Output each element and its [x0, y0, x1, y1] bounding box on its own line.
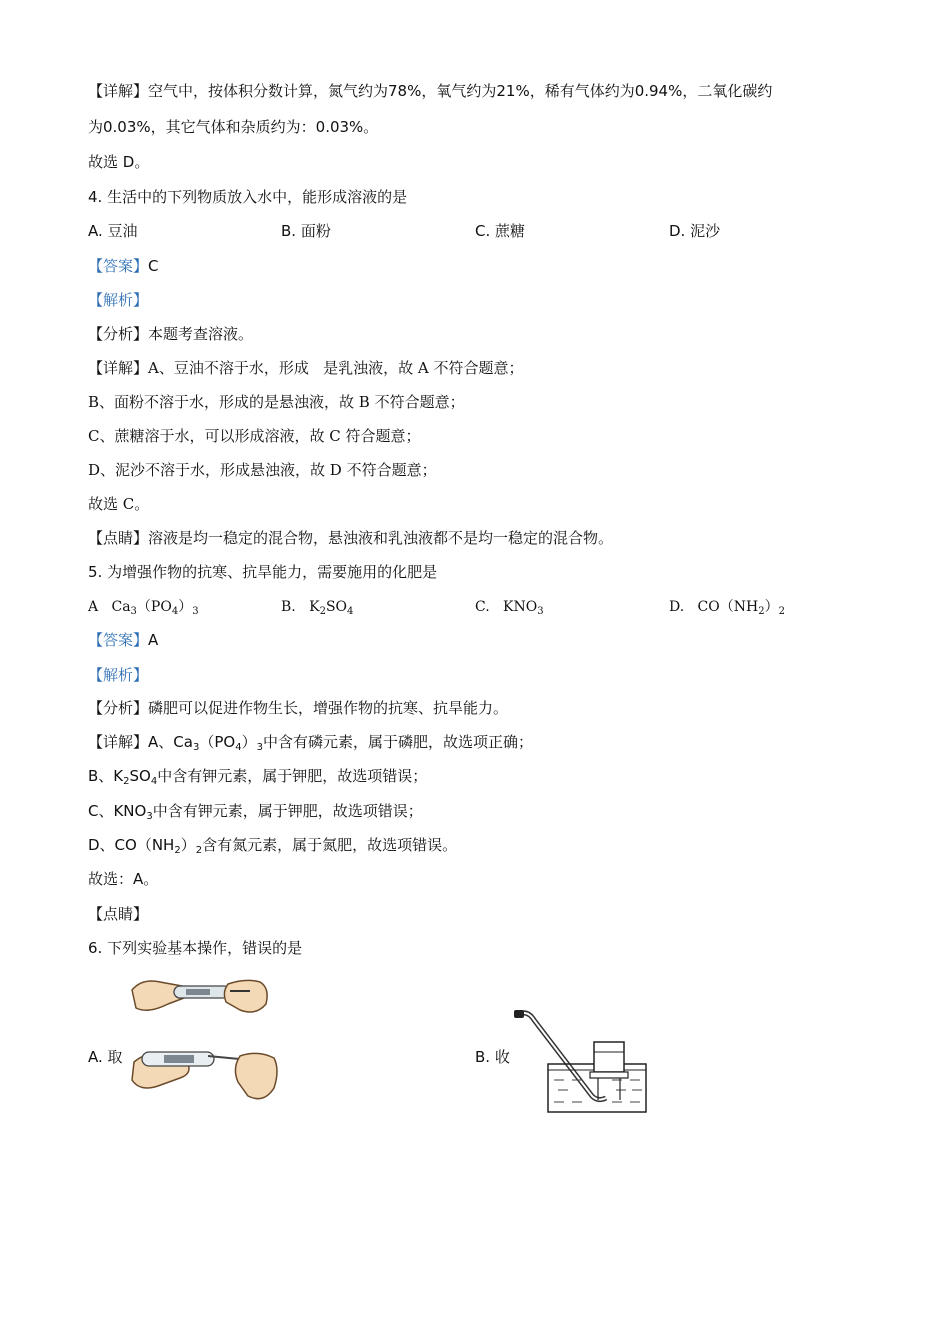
q4-option-b: B. 面粉 — [281, 222, 331, 240]
answer-label: 【答案】 — [88, 257, 149, 275]
q3-detail-line1: 【详解】空气中，按体积分数计算，氮气约为78%，氧气约为21%，稀有气体约为0.94%，二氧化碳约 — [88, 82, 773, 100]
test-tube-operation-figure — [128, 970, 280, 1110]
q4-analysis-label: 【解析】 — [88, 291, 149, 309]
q5-fenxi: 【分析】磷肥可以促进作物生长，增强作物的抗寒、抗旱能力。 — [88, 699, 509, 717]
q5-detail-b: B、$K_2SO_4$中含有钾元素，属于钾肥，故选项错误； — [88, 767, 428, 787]
q5-detail-a: 【详解】A、$Ca_3(PO_4)_3$中含有磷元素，属于磷肥，故选项正确； — [88, 733, 533, 753]
q4-detail-b: B、面粉不溶于水，形成的是悬浊液，故 B 不符合题意； — [88, 393, 465, 411]
q4-detail-a: 【详解】A、豆油不溶于水，形成 是乳浊液，故 A 不符合题意； — [88, 359, 524, 377]
q5-analysis-label: 【解析】 — [88, 666, 149, 684]
detail-label: 【详解】 — [88, 82, 149, 100]
q5-conclusion: 故选：A。 — [88, 870, 159, 888]
q5-answer: 【答案】A — [88, 631, 159, 649]
q4-option-c: C. 蔗糖 — [475, 222, 526, 240]
q4-conclusion: 故选 C。 — [88, 495, 150, 513]
q4-answer: 【答案】C — [88, 257, 159, 275]
q6-question: 6. 下列实验基本操作，错误的是 — [88, 939, 303, 957]
q5-option-c: C. $KNO_3$ — [475, 599, 544, 617]
gas-collection-figure — [512, 1008, 652, 1116]
q3-conclusion: 故选 D。 — [88, 153, 150, 171]
q6-option-b-label: B. 收 — [475, 1048, 510, 1066]
q5-detail-d: D、$CO(NH_2)_2$含有氮元素，属于氮肥，故选项错误。 — [88, 836, 458, 856]
q4-dianjing: 【点睛】溶液是均一稳定的混合物，悬浊液和乳浊液都不是均一稳定的混合物。 — [88, 529, 614, 547]
q6-option-a-label: A. 取 — [88, 1048, 123, 1066]
q5-detail-c: C、$KNO_3$中含有钾元素，属于钾肥，故选项错误； — [88, 802, 423, 822]
q5-option-d: D. $CO(NH_2)_2$ — [669, 599, 785, 617]
q4-fenxi: 【分析】本题考查溶液。 — [88, 325, 254, 343]
q4-option-a: A. 豆油 — [88, 222, 138, 240]
q4-question: 4. 生活中的下列物质放入水中，能形成溶液的是 — [88, 188, 408, 206]
q4-detail-c: C、蔗糖溶于水，可以形成溶液，故 C 符合题意； — [88, 427, 421, 445]
q5-option-a: A $Ca_3(PO_4)_3$ — [88, 599, 199, 617]
q4-option-d: D. 泥沙 — [669, 222, 721, 240]
q5-question: 5. 为增强作物的抗寒、抗旱能力，需要施用的化肥是 — [88, 563, 438, 581]
q5-option-b: B. $K_2SO_4$ — [281, 599, 354, 617]
q5-dianjing: 【点睛】 — [88, 905, 149, 923]
q3-detail-line2: 为0.03%，其它气体和杂质约为：0.03%。 — [88, 118, 379, 136]
q4-detail-d: D、泥沙不溶于水，形成悬浊液，故 D 不符合题意； — [88, 461, 437, 479]
